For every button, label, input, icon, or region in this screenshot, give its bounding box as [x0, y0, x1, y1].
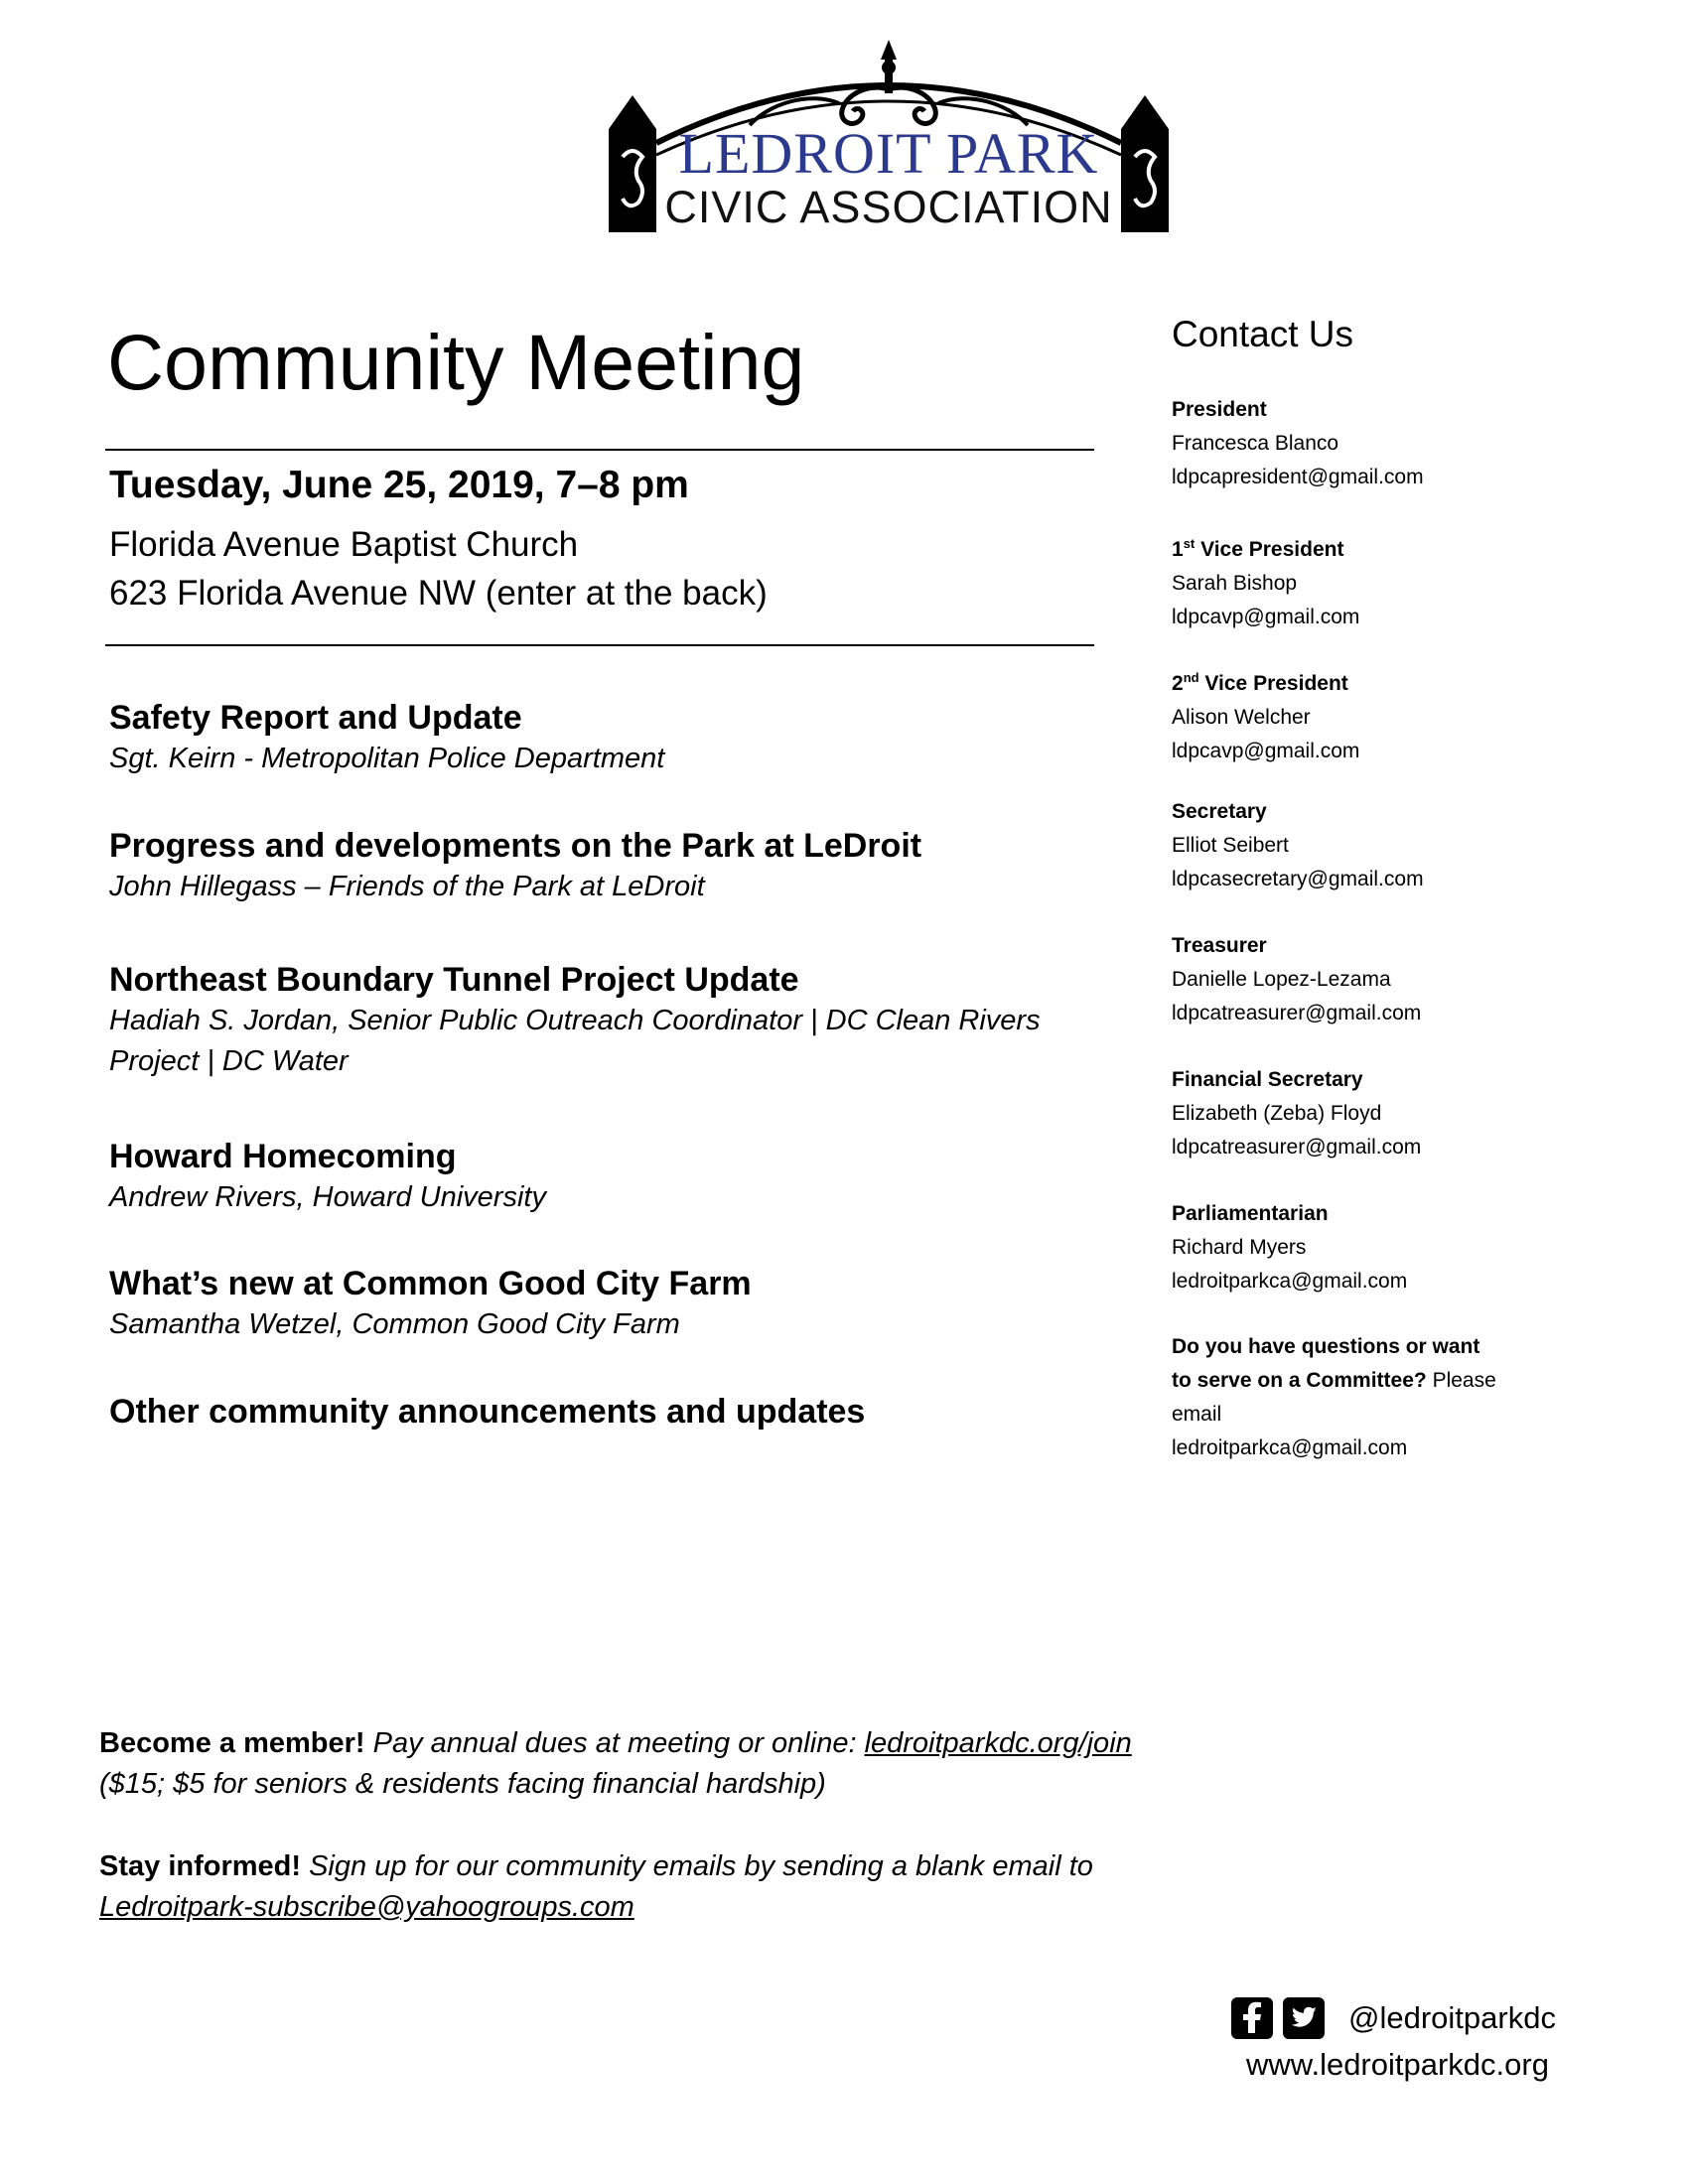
- officer-name: Sarah Bishop: [1172, 572, 1298, 595]
- officer-email[interactable]: ldpcatreasurer@gmail.com: [1172, 1002, 1422, 1024]
- logo-line-2: CIVIC ASSOCIATION: [664, 182, 1113, 232]
- questions-note: [1172, 1330, 1499, 1465]
- questions-instruction: Please email: [1172, 1369, 1496, 1426]
- officer-email[interactable]: ldpcasecretary@gmail.com: [1172, 868, 1424, 890]
- agenda-speaker: Samantha Wetzel, Common Good City Farm: [109, 1308, 680, 1340]
- officer-role: Treasurer: [1172, 934, 1267, 957]
- subscribe-email-link[interactable]: Ledroitpark-subscribe@yahoogroups.com: [99, 1891, 634, 1923]
- agenda-speaker: John Hillegass – Friends of the Park at LeDroit: [109, 871, 705, 902]
- twitter-icon[interactable]: [1283, 1997, 1325, 2039]
- association-logo: [601, 38, 1177, 236]
- membership-heading: Become a member!: [99, 1727, 365, 1759]
- officer-name: Elizabeth (Zeba) Floyd: [1172, 1102, 1382, 1125]
- officer-name: Francesca Blanco: [1172, 432, 1339, 455]
- officer-email[interactable]: ledroitparkca@gmail.com: [1172, 1270, 1408, 1293]
- agenda-title: Northeast Boundary Tunnel Project Update: [109, 961, 799, 999]
- agenda-title: Progress and developments on the Park at LeDroit: [109, 827, 922, 865]
- officer-secretary: [1172, 795, 1499, 896]
- social-links: [1231, 1995, 1556, 2041]
- officer-name: Danielle Lopez-Lezama: [1172, 968, 1391, 991]
- social-handle[interactable]: @ledroitparkdc: [1348, 2000, 1556, 2035]
- officer-email[interactable]: ldpcavp@gmail.com: [1172, 740, 1360, 762]
- officer-role: President: [1172, 398, 1267, 421]
- membership-dues-note: ($15; $5 for seniors & residents facing financial hardship): [99, 1768, 826, 1800]
- agenda-item: [109, 697, 1102, 779]
- officer-role: 1st Vice President: [1172, 536, 1344, 561]
- membership-note: [99, 1723, 1311, 1805]
- agenda-item: [109, 1391, 1102, 1433]
- officer-role: Parliamentarian: [1172, 1202, 1329, 1225]
- agenda-speaker: Hadiah S. Jordan, Senior Public Outreach Coordinator | DC Clean Rivers Project | DC Water: [109, 1005, 1041, 1077]
- officer-role: Financial Secretary: [1172, 1068, 1363, 1091]
- agenda-speaker: Andrew Rivers, Howard University: [109, 1181, 546, 1213]
- agenda-item: [109, 825, 1102, 907]
- officer-second-vice-president: [1172, 661, 1499, 768]
- agenda-title: Safety Report and Update: [109, 699, 522, 737]
- officer-name: Elliot Seibert: [1172, 834, 1289, 857]
- officer-financial-secretary: [1172, 1063, 1499, 1164]
- agenda-item: [109, 1136, 1102, 1218]
- officer-parliamentarian: [1172, 1197, 1499, 1298]
- subscribe-note: [99, 1846, 1311, 1928]
- website-link[interactable]: www.ledroitparkdc.org: [1246, 2047, 1549, 2082]
- officer-email[interactable]: ldpcatreasurer@gmail.com: [1172, 1136, 1422, 1159]
- agenda-title: What’s new at Common Good City Farm: [109, 1265, 752, 1302]
- agenda-title: Howard Homecoming: [109, 1138, 457, 1175]
- divider-bottom: [105, 644, 1094, 646]
- divider-top: [105, 449, 1094, 451]
- agenda-item: [109, 959, 1102, 1082]
- agenda-title: Other community announcements and updates: [109, 1393, 866, 1431]
- officer-treasurer: [1172, 929, 1499, 1030]
- contact-heading: Contact Us: [1172, 314, 1354, 354]
- membership-text: Pay annual dues at meeting or online:: [364, 1727, 865, 1759]
- agenda-item: [109, 1263, 1102, 1345]
- venue-name: Florida Avenue Baptist Church: [109, 525, 579, 564]
- officer-first-vice-president: [1172, 527, 1499, 634]
- officer-name: Alison Welcher: [1172, 706, 1311, 729]
- questions-email[interactable]: ledroitparkca@gmail.com: [1172, 1436, 1408, 1459]
- officer-email[interactable]: ldpcavp@gmail.com: [1172, 606, 1360, 628]
- officer-role: 2nd Vice President: [1172, 670, 1348, 695]
- officer-president: [1172, 393, 1499, 494]
- questions-prompt: Do you have questions or want to serve on a Committee?: [1172, 1335, 1480, 1392]
- venue-address: 623 Florida Avenue NW (enter at the back): [109, 574, 768, 613]
- officer-email[interactable]: ldpcapresident@gmail.com: [1172, 466, 1424, 488]
- agenda-speaker: Sgt. Keirn - Metropolitan Police Department: [109, 743, 665, 774]
- subscribe-text: Sign up for our community emails by sending a blank email to: [301, 1850, 1093, 1882]
- logo-line-1: LEDROIT PARK: [678, 121, 1099, 186]
- page-title: Community Meeting: [107, 318, 805, 406]
- facebook-icon[interactable]: [1231, 1997, 1273, 2039]
- meeting-date: Tuesday, June 25, 2019, 7–8 pm: [109, 464, 689, 506]
- subscribe-heading: Stay informed!: [99, 1850, 302, 1882]
- officer-role: Secretary: [1172, 800, 1267, 823]
- join-link[interactable]: ledroitparkdc.org/join: [864, 1727, 1132, 1759]
- officer-name: Richard Myers: [1172, 1236, 1307, 1259]
